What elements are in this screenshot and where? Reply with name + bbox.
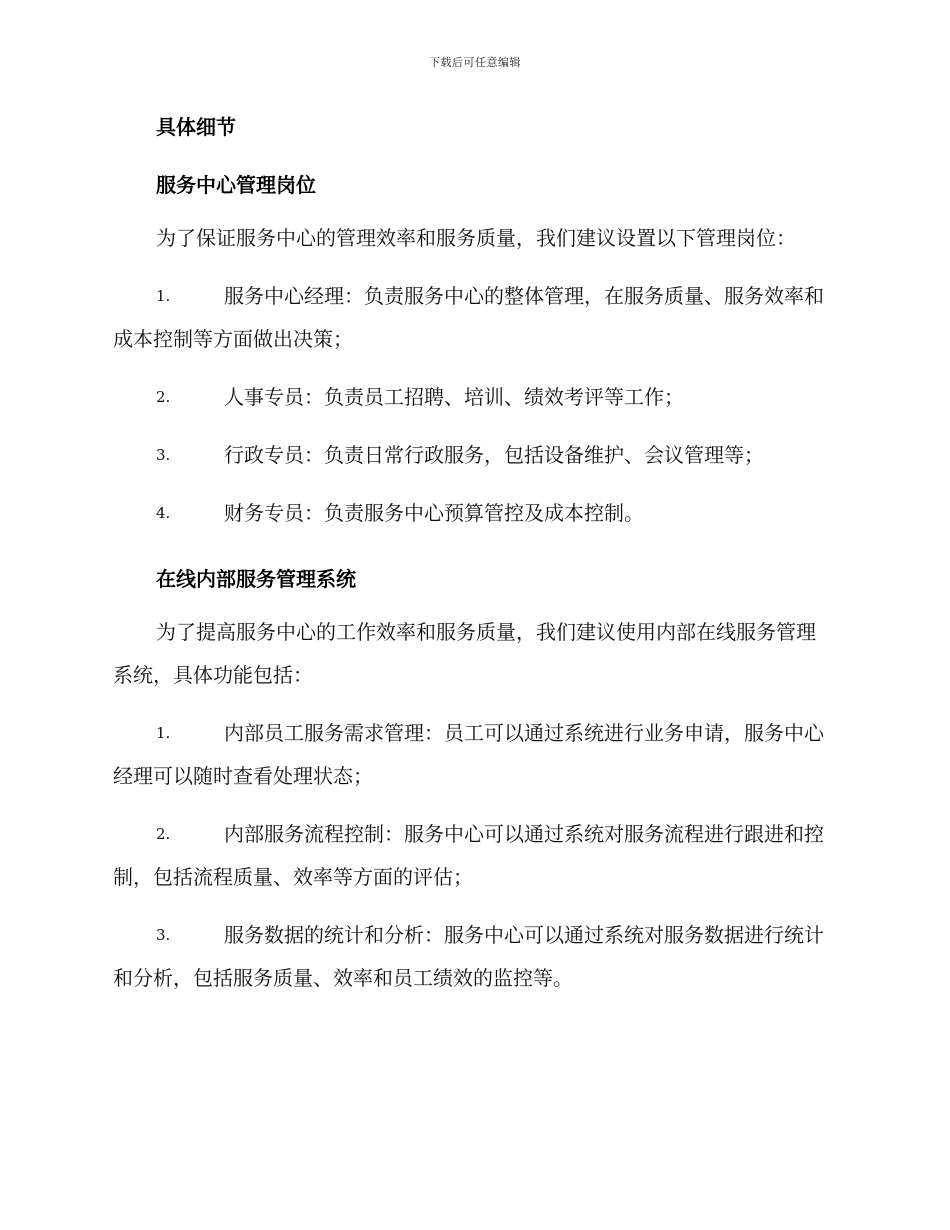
list-item bbox=[113, 376, 835, 419]
list-item bbox=[113, 492, 835, 535]
list-item-number: 1. bbox=[156, 724, 171, 742]
list-item bbox=[113, 712, 835, 798]
list-item-number: 1. bbox=[156, 287, 171, 305]
list-item-number: 3. bbox=[156, 926, 171, 944]
list-item-number: 4. bbox=[156, 504, 171, 522]
list-item bbox=[113, 914, 835, 1000]
section1-heading: 服务中心管理岗位 bbox=[156, 173, 316, 197]
list-item-text: 内部服务流程控制：服务中心可以通过系统对服务流程进行跟进和控制，包括流程质量、效率等方面的评估； bbox=[113, 822, 824, 889]
list-item-text: 服务中心经理：负责服务中心的整体管理，在服务质量、服务效率和成本控制等方面做出决策； bbox=[113, 284, 824, 351]
list-item-number: 3. bbox=[156, 446, 171, 464]
list-item bbox=[113, 813, 835, 899]
section2-intro: 为了提高服务中心的工作效率和服务质量，我们建议使用内部在线服务管理系统，具体功能包括： bbox=[113, 620, 816, 687]
section2-list bbox=[113, 712, 835, 1000]
header-note: 下载后可任意编辑 bbox=[429, 56, 521, 69]
list-item-number: 2. bbox=[156, 388, 171, 406]
section-title: 具体细节 bbox=[156, 115, 236, 139]
section1-list bbox=[113, 275, 835, 535]
list-item-text: 财务专员：负责服务中心预算管控及成本控制。 bbox=[224, 501, 644, 525]
list-item bbox=[113, 275, 835, 361]
list-item-text: 服务数据的统计和分析：服务中心可以通过系统对服务数据进行统计和分析，包括服务质量、效率和员工绩效的监控等。 bbox=[113, 923, 824, 990]
section1-intro: 为了保证服务中心的管理效率和服务质量，我们建议设置以下管理岗位： bbox=[156, 226, 796, 250]
list-item-text: 人事专员：负责员工招聘、培训、绩效考评等工作； bbox=[224, 385, 684, 409]
list-item bbox=[113, 434, 835, 477]
list-item-text: 行政专员：负责日常行政服务，包括设备维护、会议管理等； bbox=[224, 443, 764, 467]
list-item-text: 内部员工服务需求管理：员工可以通过系统进行业务申请，服务中心经理可以随时查看处理状态； bbox=[113, 721, 824, 788]
section2-heading: 在线内部服务管理系统 bbox=[156, 567, 356, 591]
document-body bbox=[113, 112, 835, 1000]
list-item-number: 2. bbox=[156, 825, 171, 843]
